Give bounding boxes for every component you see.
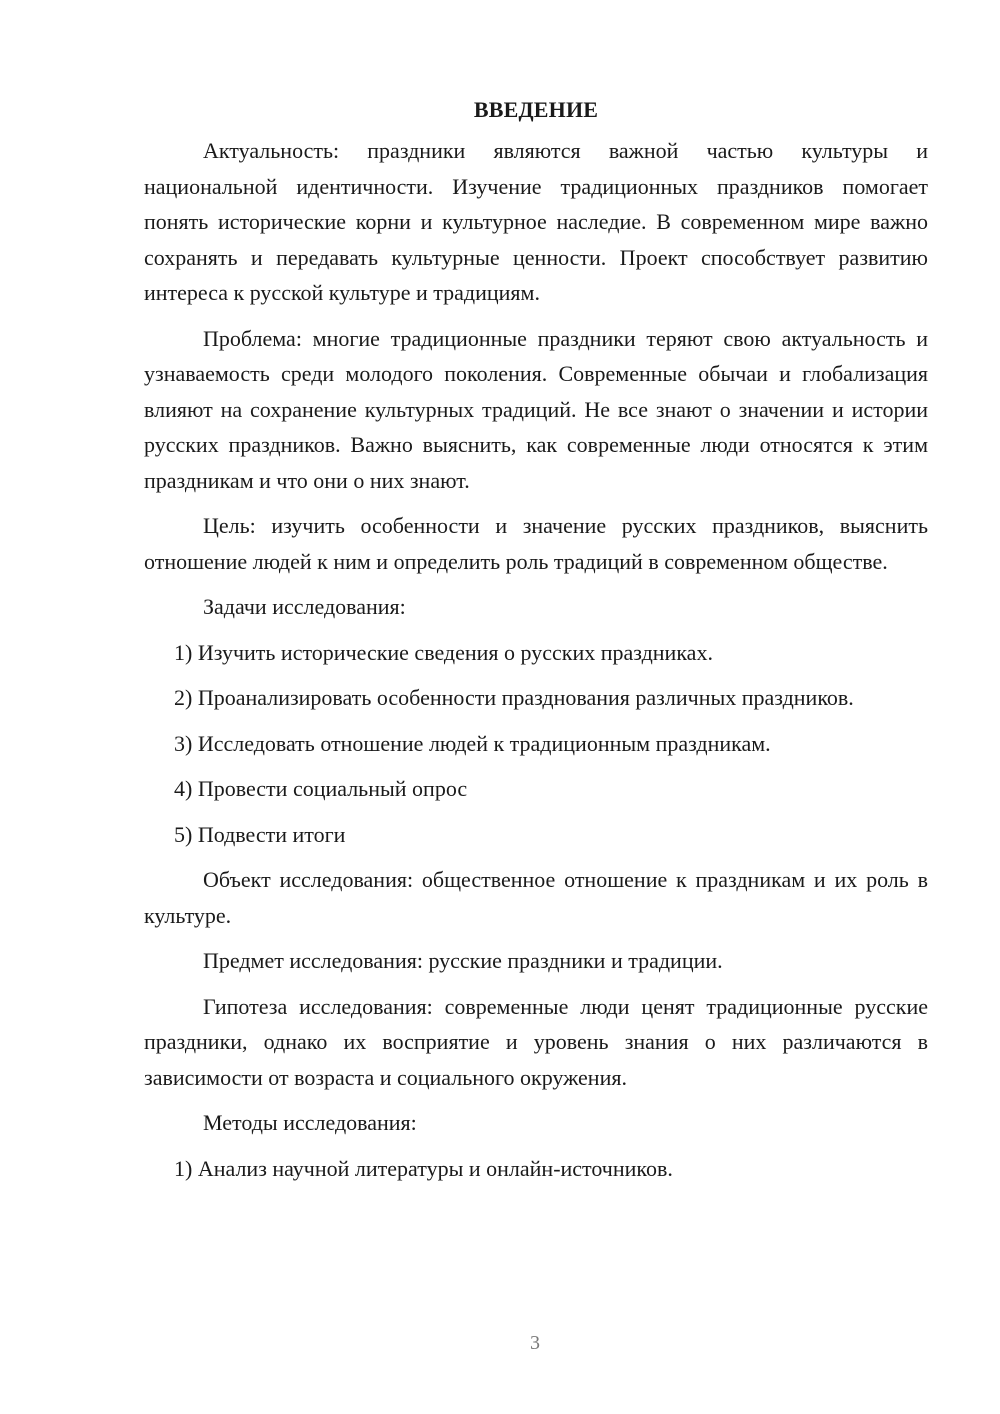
page-number: 3 (530, 1332, 540, 1354)
document-page (144, 95, 928, 1196)
hypothesis-paragraph: Гипотеза исследования: современные люди ценят традиционные русские праздники, однако их восприятие и уровень знания о них различаются в зависимости от возраста и социального окружения. (144, 993, 928, 1090)
task-item-1: 1) Изучить исторические сведения о русских праздниках. (174, 639, 713, 665)
task-item-2: 2) Проанализировать особенности празднования различных праздников. (174, 685, 854, 710)
task-item-5: 5) Подвести итоги (174, 821, 346, 847)
relevance-paragraph: Актуальность: праздники являются важной частью культуры и национальной идентичности. Изучение традиционных праздников помогает понять исторические корни и культурное наследие. В современном мире важно сохранять и передавать культурные ценности. Проект способствует развитию интереса к русской культуре и традициям. (144, 138, 928, 305)
task-item-4: 4) Провести социальный опрос (174, 776, 468, 801)
section-title: ВВЕДЕНИЕ (473, 97, 599, 122)
object-paragraph: Объект исследования: общественное отношение к праздникам и их роль в культуре. (144, 867, 928, 928)
method-item-1: 1) Анализ научной литературы и онлайн-источников. (174, 1155, 673, 1181)
task-item-3: 3) Исследовать отношение людей к традиционным праздникам. (174, 730, 771, 756)
methods-heading: Методы исследования: (203, 1110, 417, 1135)
problem-paragraph: Проблема: многие традиционные праздники теряют свою актуальность и узнаваемость среди молодого поколения. Современные обычаи и глобализация влияют на сохранение культурных традиций. Не все знают о значении и истории русских праздников. Важно выяснить, как современные люди относятся к этим праздникам и что они о них знают. (144, 325, 928, 493)
tasks-heading: Задачи исследования: (203, 594, 406, 619)
goal-paragraph: Цель: изучить особенности и значение русских праздников, выяснить отношение людей к ним и определить роль традиций в современном обществе. (144, 513, 928, 574)
subject-paragraph: Предмет исследования: русские праздники и традиции. (203, 948, 723, 973)
